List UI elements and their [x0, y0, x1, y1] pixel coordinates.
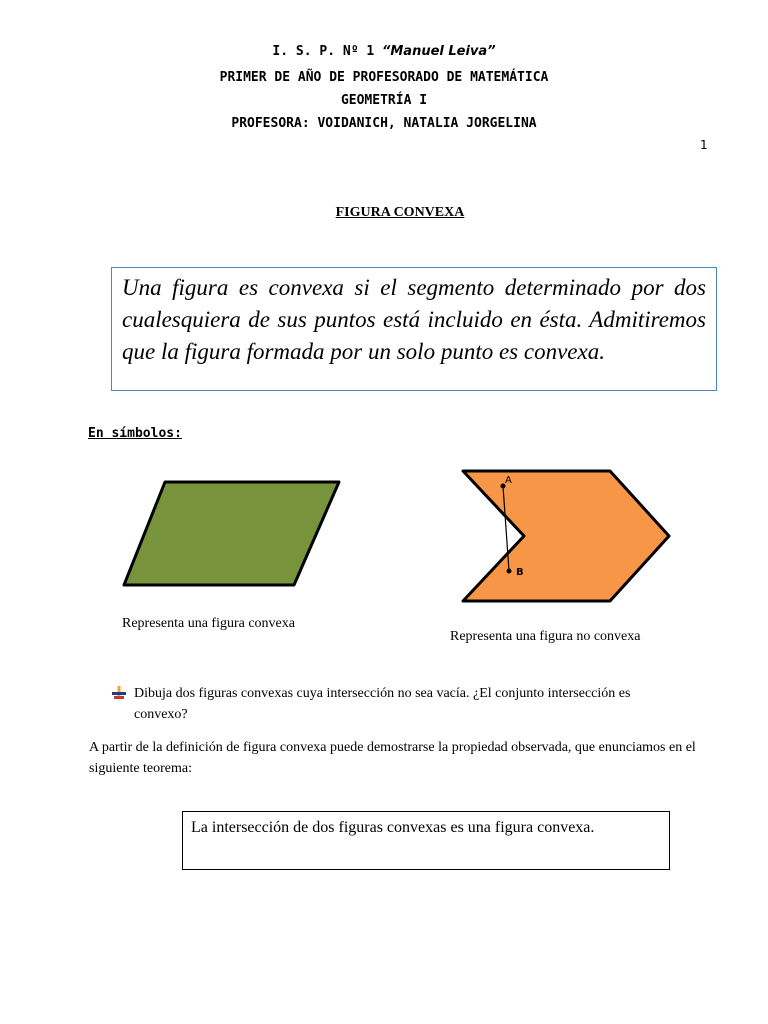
subject-line: GEOMETRÍA I: [340, 93, 428, 108]
chevron-shape: [463, 471, 669, 601]
institution-line: [0, 44, 768, 60]
institution-name: “Manuel Leiva”: [382, 44, 496, 59]
convex-caption: Representa una figura convexa: [122, 616, 295, 631]
theorem-box: [182, 811, 670, 870]
theorem-intro-paragraph: A partir de la definición de figura convexa puede demostrarse la propiedad observada, que enunciamos en el siguiente teorema:: [89, 740, 696, 776]
institution-prefix: I. S. P. Nº 1: [272, 44, 382, 59]
bullet-arrow-icon: [112, 686, 126, 700]
point-a-label: A: [505, 475, 512, 486]
point-b: [507, 569, 512, 574]
point-b-label: B: [516, 567, 524, 578]
page-number: 1: [700, 138, 708, 152]
non-convex-caption: Representa una figura no convexa: [450, 629, 641, 644]
teacher-line: PROFESORA: VOIDANICH, NATALIA JORGELINA: [231, 116, 537, 131]
symbols-heading: En símbolos:: [88, 426, 182, 441]
theorem-text: La intersección de dos figuras convexas es una figura convexa.: [191, 819, 595, 836]
definition-box: [111, 267, 717, 391]
course-line: PRIMER DE AÑO DE PROFESORADO DE MATEMÁTICA: [219, 70, 549, 85]
exercise-text: Dibuja dos figuras convexas cuya intersección no sea vacía. ¿El conjunto intersección es convexo?: [134, 686, 631, 722]
non-convex-figure: [458, 468, 674, 608]
convex-figure: [120, 478, 344, 590]
parallelogram-shape: [124, 482, 339, 585]
exercise-item: [112, 683, 672, 725]
definition-text: Una figura es convexa si el segmento determinado por dos cualesquiera de sus puntos está incluido en ésta. Admitiremos que la figura formada por un solo punto es convexa.: [122, 275, 706, 364]
page-title: FIGURA CONVEXA: [335, 205, 465, 220]
